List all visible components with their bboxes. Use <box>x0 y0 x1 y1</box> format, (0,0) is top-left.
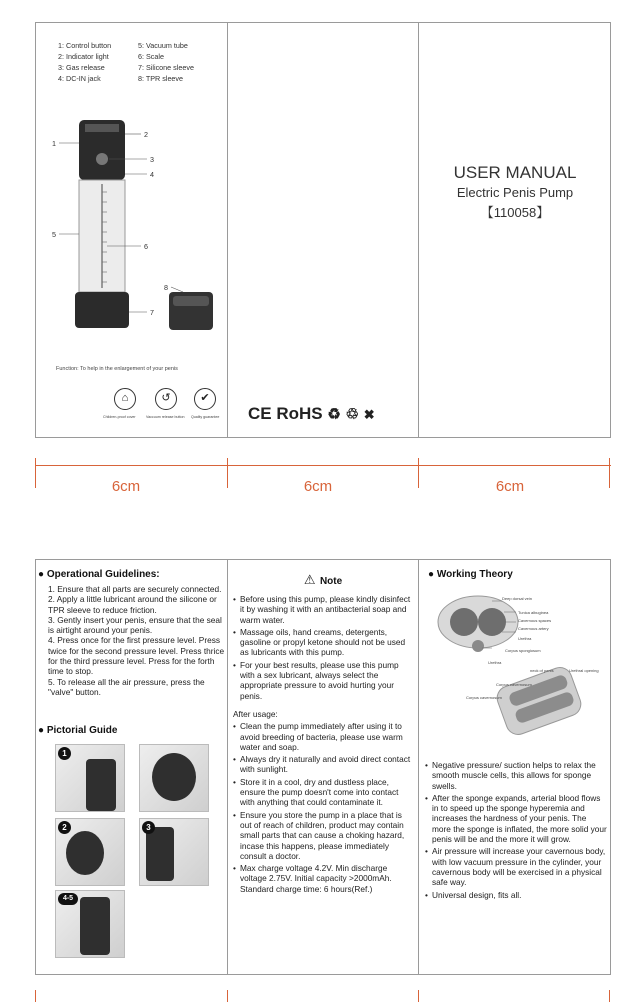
operational-section <box>38 569 226 697</box>
quality-badge-icon: ✔ <box>194 388 216 410</box>
diagram-number: 5 <box>52 230 56 239</box>
anatomy-label: Cavernous spaces <box>518 618 552 623</box>
legend-item: 2: Indicator light <box>58 52 109 61</box>
ruler-tick <box>227 990 228 1002</box>
anatomy-label: Deep dorsal vein <box>502 596 533 601</box>
theory-item: • Negative pressure/ suction helps to relax the smooth muscle cells, this allows for sponge swells. <box>425 760 607 791</box>
warning-icon: ⚠ <box>303 572 316 587</box>
weee-bin-icon: ✖ <box>363 407 375 422</box>
ruler-label: 6cm <box>111 478 141 495</box>
icon-caption: Quality guarantee <box>191 415 220 419</box>
legend-item: 4: DC-IN jack <box>58 74 101 83</box>
after-usage-item: • Ensure you store the pump in a place that is out of reach of children, product may contain small parts that can cause a choking hazard, incase this happens, please immediately consult a doctor. <box>233 810 414 861</box>
diagram-number: 7 <box>150 308 154 317</box>
bottom-fold-1 <box>227 559 228 975</box>
ruler-tick <box>418 990 419 1002</box>
manual-title: USER MANUAL <box>453 163 577 182</box>
step-item: 1. Ensure that all parts are securely connected. <box>48 584 222 594</box>
diagram-number: 2 <box>144 130 148 139</box>
recycle-icon: ♻ <box>327 406 341 423</box>
model-number: 【110058】 <box>480 205 550 220</box>
theory-item: • Universal design, fits all. <box>425 890 607 900</box>
legend-item: 8: TPR sleeve <box>138 74 184 83</box>
ruler-label: 6cm <box>495 478 525 495</box>
anatomy-label: Urethra <box>518 636 532 641</box>
recycle-icon: ♲ <box>345 406 359 423</box>
steps-list <box>38 584 226 697</box>
theory-item: • Air pressure will increase your cavernous body, with low vacuum pressure in the cylinder, your cavernous body will be exercised in a physical safe way. <box>425 846 607 887</box>
icon-caption: Children-proof cover <box>103 415 136 419</box>
icon-caption: Vaccuum release button <box>146 415 185 419</box>
diagram-number: 6 <box>144 242 148 251</box>
diagram-number: 8 <box>164 283 168 292</box>
diagram-number: 3 <box>150 155 154 164</box>
legend-item: 3: Gas release <box>58 63 105 72</box>
after-usage-item: • Always dry it naturally and avoid direct contact with sunlight. <box>233 754 414 775</box>
anatomy-label: Urethra <box>488 660 502 665</box>
product-name: Electric Penis Pump <box>456 185 574 200</box>
working-theory-section <box>425 760 607 902</box>
function-text: Function: To help in the enlargement of your penis <box>56 366 178 372</box>
legend-item: 7: Silicone sleeve <box>138 63 194 72</box>
photo-step-badge: 1 <box>58 747 71 760</box>
step-item: 3. Gently insert your penis, ensure that the seal is airtight around your penis. <box>48 614 222 636</box>
anatomy-label: Cavernous artery <box>518 626 549 631</box>
step-item: 5. To release all the air pressure, press the "valve" button. <box>48 676 205 697</box>
legend-item: 5: Vacuum tube <box>138 41 188 50</box>
ruler-tick <box>35 990 36 1002</box>
anatomy-label: neck of penis <box>530 668 554 673</box>
working-theory-heading: ● Working Theory <box>428 569 513 580</box>
note-section <box>233 594 414 896</box>
ruler-tick <box>227 458 228 488</box>
anatomy-label: Corpus spongiosum <box>505 648 541 653</box>
silicone-sleeve <box>75 292 129 328</box>
pictorial-heading: ● Pictorial Guide <box>38 725 118 736</box>
cert-marks: CE RoHS ♻ ♲ ✖ <box>248 404 375 423</box>
ruler-tick <box>35 458 36 488</box>
ruler-tick <box>609 458 610 488</box>
note-item: • Massage oils, hand creams, detergents, gasoline or propyl ketone should not be used as lubricants with this pump. <box>233 627 414 658</box>
diagram-number: 1 <box>52 139 56 148</box>
cavernous-body-left <box>450 608 478 636</box>
ruler-tick <box>418 458 419 488</box>
legend-item: 6: Scale <box>138 52 164 61</box>
theory-list <box>425 760 607 900</box>
note-item: • Before using this pump, please kindly disinfect it by washing it with an antibacterial soap and warm water. <box>233 594 414 625</box>
note-item: • For your best results, please use this pump with a sex lubricant, always select the appropriate pressure to avoid hurting your penis. <box>233 660 414 701</box>
pump-diagram <box>45 112 215 337</box>
after-usage-item: • Clean the pump immediately after using it to avoid breeding of bacteria, please use warm water and soap. <box>233 721 414 752</box>
legend-item: 1: Control button <box>58 41 112 50</box>
after-usage-list <box>233 721 414 894</box>
anatomy-label: Corpus cavernosum <box>466 695 502 700</box>
ruler-line <box>35 465 611 466</box>
note-list <box>233 594 414 701</box>
step-item: 2. Apply a little lubricant around the silicone or TPR sleeve to reduce friction. <box>48 594 217 615</box>
pictorial-photo-2 <box>139 744 209 812</box>
after-usage-item: • Max charge voltage 4.2V. Min discharge voltage 2.75V. Initial capacity >2000mAh. Standard charge time: 6 hours(Ref.) <box>233 863 414 894</box>
cavernous-body-right <box>478 608 506 636</box>
anatomy-label: Urethral opening <box>569 668 599 673</box>
diagram-number: 4 <box>150 170 154 179</box>
after-usage-item: • Store it in a cool, dry and dustless place, ensure the pump doesn't come into contact with anything that could contaminate it. <box>233 777 414 808</box>
note-heading-row <box>228 571 418 589</box>
note-heading: Note <box>319 576 343 587</box>
photo-step-badge: 3 <box>142 821 155 834</box>
photo-step-badge: 2 <box>58 821 71 834</box>
after-usage-label: After usage: <box>233 708 278 719</box>
ruler-label: 6cm <box>303 478 333 495</box>
top-fold-2 <box>418 22 419 438</box>
step-item: 4. Press once for the first pressure level. Press twice for the second pressure level. Press thrice for the third pressure level. Press for the forth time to stop. <box>48 635 225 677</box>
theory-item: • After the sponge expands, arterial blood flows in to speed up the sponge hyperemia and increases the hardness of your penis. The more the sponge is inflated, the more solid your penis will be and the more it will grow. <box>425 793 607 844</box>
operational-heading: ● Operational Guidelines: <box>38 569 160 580</box>
home-icon: ⌂ <box>114 388 136 410</box>
control-button <box>96 153 108 165</box>
bottom-fold-2 <box>418 559 419 975</box>
ruler-tick <box>609 990 610 1002</box>
photo-step-badge: 4-5 <box>58 893 78 905</box>
top-fold-1 <box>227 22 228 438</box>
anatomy-label: Tunica albuginea <box>518 610 549 615</box>
release-icon: ↺ <box>155 388 177 410</box>
anatomy-label: Corpus cavernosum <box>496 682 532 687</box>
